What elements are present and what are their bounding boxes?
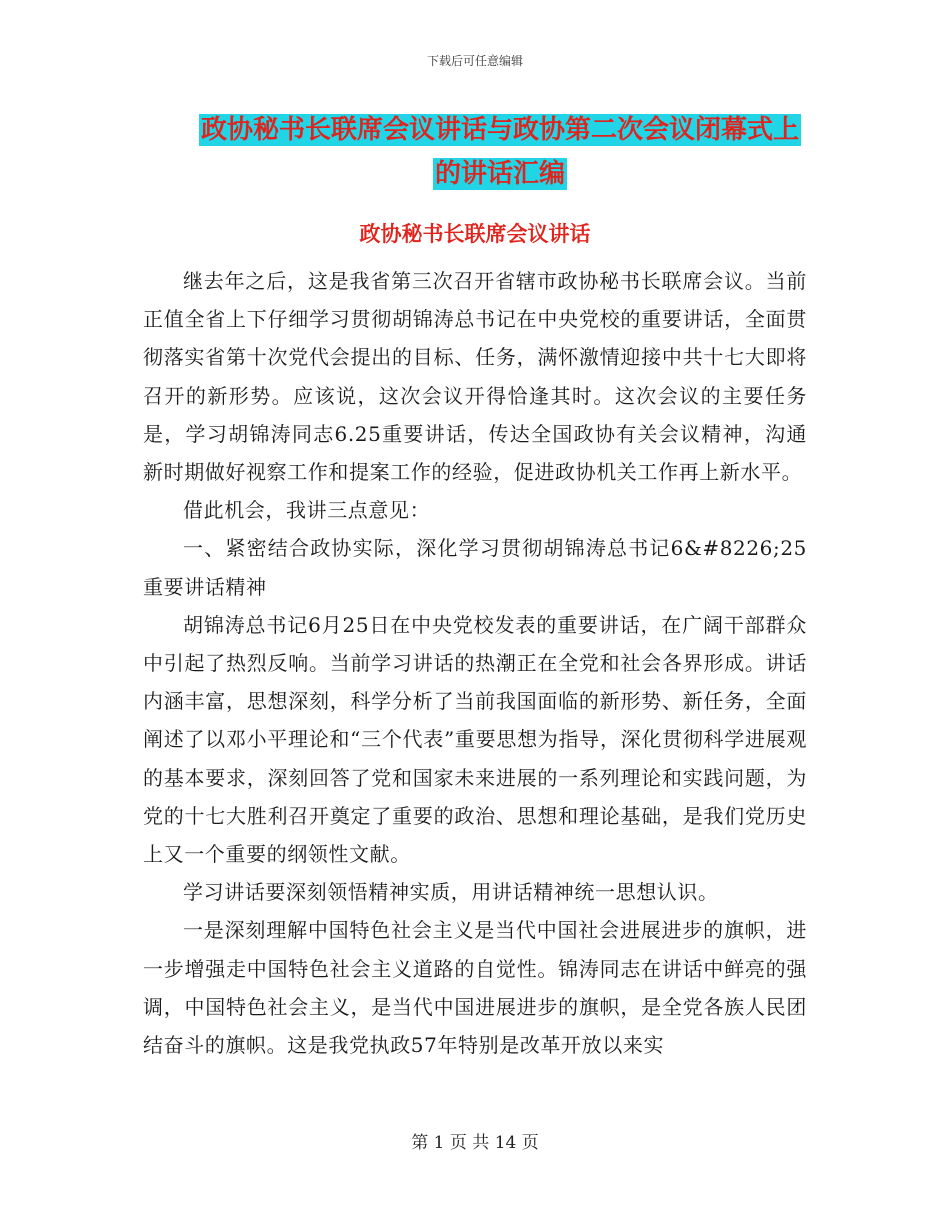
paragraph: 继去年之后，这是我省第三次召开省辖市政协秘书长联席会议。当前正值全省上下仔细学习贯彻胡锦涛总书记在中央党校的重要讲话，全面贯彻落实省第十次党代会提出的目标、任务，满怀激情迎接中共十七大即将召开的新形势。应该说，这次会议开得恰逢其时。这次会议的主要任务是，学习胡锦涛同志6.25重要讲话，传达全国政协有关会议精神，沟通新时期做好视察工作和提案工作的经验，促进政协机关工作再上新水平。 xyxy=(143,269,807,485)
body-text xyxy=(143,262,807,1064)
header-note: 下载后可任意编辑 xyxy=(426,54,523,68)
paragraph: 一是深刻理解中国特色社会主义是当代中国社会进展进步的旗帜，进一步增强走中国特色社会主义道路的自觉性。锦涛同志在讲话中鲜亮的强调，中国特色社会主义，是当代中国进展进步的旗帜，是全党各族人民团结奋斗的旗帜。这是我党执政57年特别是改革开放以来实 xyxy=(143,918,807,1058)
document-title-line2: 的讲话汇编 xyxy=(434,159,565,189)
document-title xyxy=(190,108,810,196)
paragraph: 借此机会，我讲三点意见： xyxy=(183,498,431,523)
document-title-line1: 政协秘书长联席会议讲话与政协第二次会议闭幕式上 xyxy=(200,115,799,145)
paragraph: 胡锦涛总书记6月25日在中央党校发表的重要讲话，在广阔干部群众中引起了热烈反响。当前学习讲话的热潮正在全党和社会各界形成。讲话内涵丰富，思想深刻，科学分析了当前我国面临的新形势、新任务，全面阐述了以邓小平理论和“三个代表”重要思想为指导，深化贯彻科学进展观的基本要求，深刻回答了党和国家未来进展的一系列理论和实践问题，为党的十七大胜利召开奠定了重要的政治、思想和理论基础，是我们党历史上又一个重要的纲领性文献。 xyxy=(143,612,807,867)
page-number: 第 1 页 共 14 页 xyxy=(411,1133,539,1153)
paragraph: 一、紧密结合政协实际，深化学习贯彻胡锦涛总书记6&#8226;25重要讲话精神 xyxy=(143,536,807,599)
section-title: 政协秘书长联席会议讲话 xyxy=(359,222,591,246)
paragraph: 学习讲话要深刻领悟精神实质，用讲话精神统一思想认识。 xyxy=(183,880,719,905)
